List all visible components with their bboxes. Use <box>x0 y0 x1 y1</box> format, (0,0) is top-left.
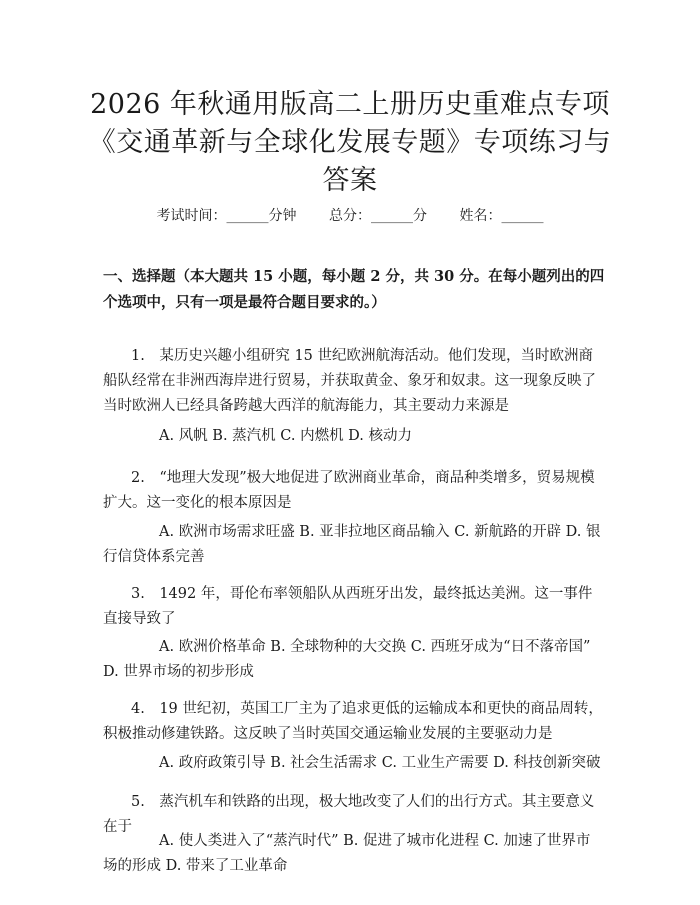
question-4-options: A. 政府政策引导 B. 社会生活需求 C. 工业生产需要 D. 科技创新突破 <box>159 755 601 771</box>
question-5-options: A. 使人类进入了“蒸汽时代” B. 促进了城市化进程 C. 加速了世界市场的形成 D. 带来了工业革命 <box>103 833 591 874</box>
student-name-field: 姓名：______ <box>459 208 544 224</box>
question-2-options: A. 欧洲市场需求旺盛 B. 亚非拉地区商品输入 C. 新航路的开辟 D. 银行信贷体系完善 <box>103 524 601 565</box>
title-line-1: 2026 年秋通用版高二上册历史重难点专项 <box>90 89 610 120</box>
question-4-stem: 4. 19 世纪初，英国工厂主为了追求更低的运输成本和更快的商品周转，积极推动修建铁路。这反映了当时英国交通运输业发展的主要驱动力是 <box>103 701 603 742</box>
title-line-3: 答案 <box>322 165 378 196</box>
question-1-options: A. 风帆 B. 蒸汽机 C. 内燃机 D. 核动力 <box>159 428 413 444</box>
question-1-stem: 1. 某历史兴趣小组研究 15 世纪欧洲航海活动。他们发现，当时欧洲商船队经常在非洲西海岸进行贸易，并获取黄金、象牙和奴隶。这一现象反映了当时欧洲人已经具备跨越大西洋的航海能力，其主要动力来源是 <box>103 348 596 414</box>
question-3-stem: 3. 1492 年，哥伦布率领船队从西班牙出发，最终抵达美洲。这一事件直接导致了 <box>103 586 593 627</box>
exam-time-field: 考试时间：______分钟 <box>156 208 297 224</box>
title-line-2: 《交通革新与全球化发展专题》专项练习与 <box>88 127 612 158</box>
question-3-options: A. 欧洲价格革命 B. 全球物种的大交换 C. 西班牙成为“日不落帝国” D. 世界市场的初步形成 <box>103 639 591 680</box>
question-2-stem: 2. “地理大发现”极大地促进了欧洲商业革命，商品种类增多，贸易规模扩大。这一变化的根本原因是 <box>103 470 595 511</box>
total-score-field: 总分：______分 <box>329 208 427 224</box>
exam-info-line <box>0 206 700 226</box>
section-heading: 一、选择题（本大题共 15 小题，每小题 2 分，共 30 分。在每小题列出的四个选项中，只有一项是最符合题目要求的。） <box>103 268 605 311</box>
document-title <box>70 86 630 200</box>
question-5-stem: 5. 蒸汽机车和铁路的出现，极大地改变了人们的出行方式。其主要意义在于 <box>103 794 595 835</box>
